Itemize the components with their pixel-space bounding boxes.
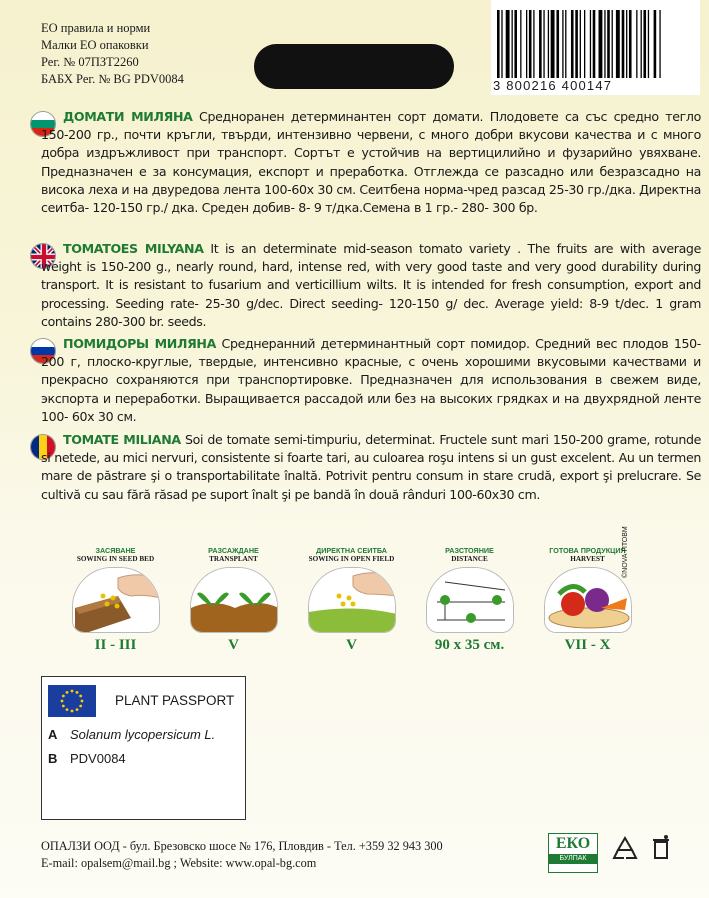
- growing-stages: [63, 546, 663, 666]
- section-title: TOMATE MILIANA: [63, 432, 181, 447]
- section-english: [41, 240, 701, 331]
- footer-address: ОПАЛЗИ ООД - бул. Брезовско шосе № 176, Пловдив - Тел. +359 32 943 300: [41, 839, 443, 853]
- harvest-icon: [544, 567, 632, 633]
- passport-key: A: [48, 727, 58, 742]
- passport-row-a: [48, 727, 215, 742]
- stage-value: VII - X: [564, 637, 611, 653]
- passport-key: B: [48, 751, 58, 766]
- footer-contact: E-mail: opalsem@mail.bg ; Website: www.opal-bg.com: [41, 856, 317, 870]
- trash-bin-icon: [650, 834, 672, 864]
- stage-label-bg: ГОТОВА ПРОДУКЦИЯ: [549, 546, 626, 555]
- registration-info: [41, 20, 184, 88]
- stage-label-bg: ДИРЕКТНА СЕИТБА: [316, 546, 387, 555]
- stage-transplant: [181, 546, 286, 654]
- stage-value: V: [228, 637, 239, 653]
- section-title: ПОМИДОРЫ МИЛЯНА: [63, 336, 217, 351]
- eko-logo-subtext: БУЛПАК: [549, 854, 597, 864]
- stage-label-en: SOWING IN OPEN FIELD: [308, 555, 395, 563]
- header-line: Рег. № 07ПЗТ2260: [41, 55, 139, 69]
- stage-label-en: HARVEST: [570, 555, 605, 563]
- footer: [41, 838, 443, 872]
- stage-label-en: SOWING IN SEED BED: [76, 555, 155, 563]
- stage-label-en: TRANSPLANT: [209, 555, 258, 563]
- header-line: ЕО правила и норми: [41, 21, 151, 35]
- section-bulgarian: [41, 108, 701, 217]
- section-text: It is an determinate mid-season tomato variety . The fruits are with average weight is 150-200 g., nearly round, hard, intense red, with very good taste and very good durability during transport. It is resistant to fusarium and verticillium wilts. It is intended for fresh consumption, export and processing. Seeding rate- 25-30 g/dec. Direct seeding- 120-150 g/ dec. Average yield: 8-9 t/dec. 1 gram contains 280-300 br. seeds.: [41, 241, 701, 329]
- sowing-open-field-icon: [308, 567, 396, 633]
- section-title: ДОМАТИ МИЛЯНА: [63, 109, 193, 124]
- eko-logo-text: ЕКО: [555, 835, 591, 852]
- section-text: Средноранен детерминантен сорт домати. Плодовете са със средно тегло 150-200 гр., почти кръгли, твърди, интензивно червени, с много добри вкусови качества и с много добра издръжливост при транспорт. Сортът е устойчив на вертицилийно и фузарийно увяхване. Предназначен е за консумация, експорт и преработка. Отглежда се разсадно или безразсадно на висока леха и на двуредова лента 100-60х 30 см. Сеитбена норма-чред разсад 25-30 гр./дка. Директна сеитба- 120-150 гр./ дка. Среден добив- 8- 9 т/дка.Семена в 1 гр.- 280- 300 бр.: [41, 109, 701, 216]
- copyright-mark: ©NOVA-ПТОВМ: [622, 526, 629, 578]
- section-title: TOMATOES MILYANA: [63, 241, 204, 256]
- passport-title: PLANT PASSPORT: [115, 693, 235, 708]
- stage-label-en: DISTANCE: [451, 555, 488, 563]
- stage-label-bg: РАЗСТОЯНИЕ: [445, 546, 494, 555]
- stage-value: II - III: [94, 637, 137, 653]
- hang-hole: [254, 44, 454, 89]
- section-text: Среднеранний детерминантный сорт помидор. Средний вес плодов 150- 200 г, плоско-круглые, твердые, интенсивно красные, с очень хорошими вкусовыми качествами и прекрасно сохраняются при транспортировке. Предназначен для использования в свежем виде, экспорта и переработки. Выращивается рассадой или без на высоких грядках и на двухрядной ленте 100- 60х 30 см.: [41, 336, 702, 424]
- transplant-icon: [190, 567, 278, 633]
- header-line: Малки ЕО опаковки: [41, 38, 149, 52]
- plant-passport: [41, 676, 246, 820]
- stage-value: V: [346, 637, 357, 653]
- barcode-digits: 3 800216 400147: [493, 78, 613, 93]
- stage-sowing-open-field: [299, 546, 404, 654]
- eko-bulpak-logo: [548, 833, 598, 873]
- section-russian: [41, 335, 701, 426]
- section-romanian: [41, 431, 701, 504]
- stage-value: 90 x 35 см.: [434, 637, 505, 653]
- stage-sowing-seedbed: [63, 546, 168, 654]
- passport-value: Solanum lycopersicum L.: [70, 727, 216, 742]
- header-line: БАБХ Рег. № BG PDV0084: [41, 72, 184, 86]
- barcode: [491, 0, 700, 95]
- distance-icon: [426, 567, 514, 633]
- sowing-seedbed-icon: [72, 567, 160, 633]
- passport-row-b: [48, 751, 126, 766]
- passport-value: PDV0084: [70, 751, 126, 766]
- recycle-icon: [612, 836, 638, 862]
- eu-flag-icon: [48, 685, 96, 717]
- stage-label-bg: ЗАСЯВАНЕ: [95, 546, 136, 555]
- section-text: Soi de tomate semi-timpuriu, determinat. Fructele sunt mari 150-200 grame, rotunde si netede, au mici nervuri, consistente si foarte tari, au culoarea roşu intens si un gust excelent. Au un termen mare de păstrare şi o transportabilitate înaltă. Potrivit pentru consum in stare crudă, export şi prelucrare. Se cultivă cu sau fără răsad pe suport înalt şi pe bandă în două rânduri 100-60x30 cm.: [41, 432, 701, 502]
- stage-distance: [417, 546, 522, 654]
- barcode-bars: [497, 10, 697, 78]
- stage-label-bg: РАЗСАЖДАНЕ: [208, 546, 259, 555]
